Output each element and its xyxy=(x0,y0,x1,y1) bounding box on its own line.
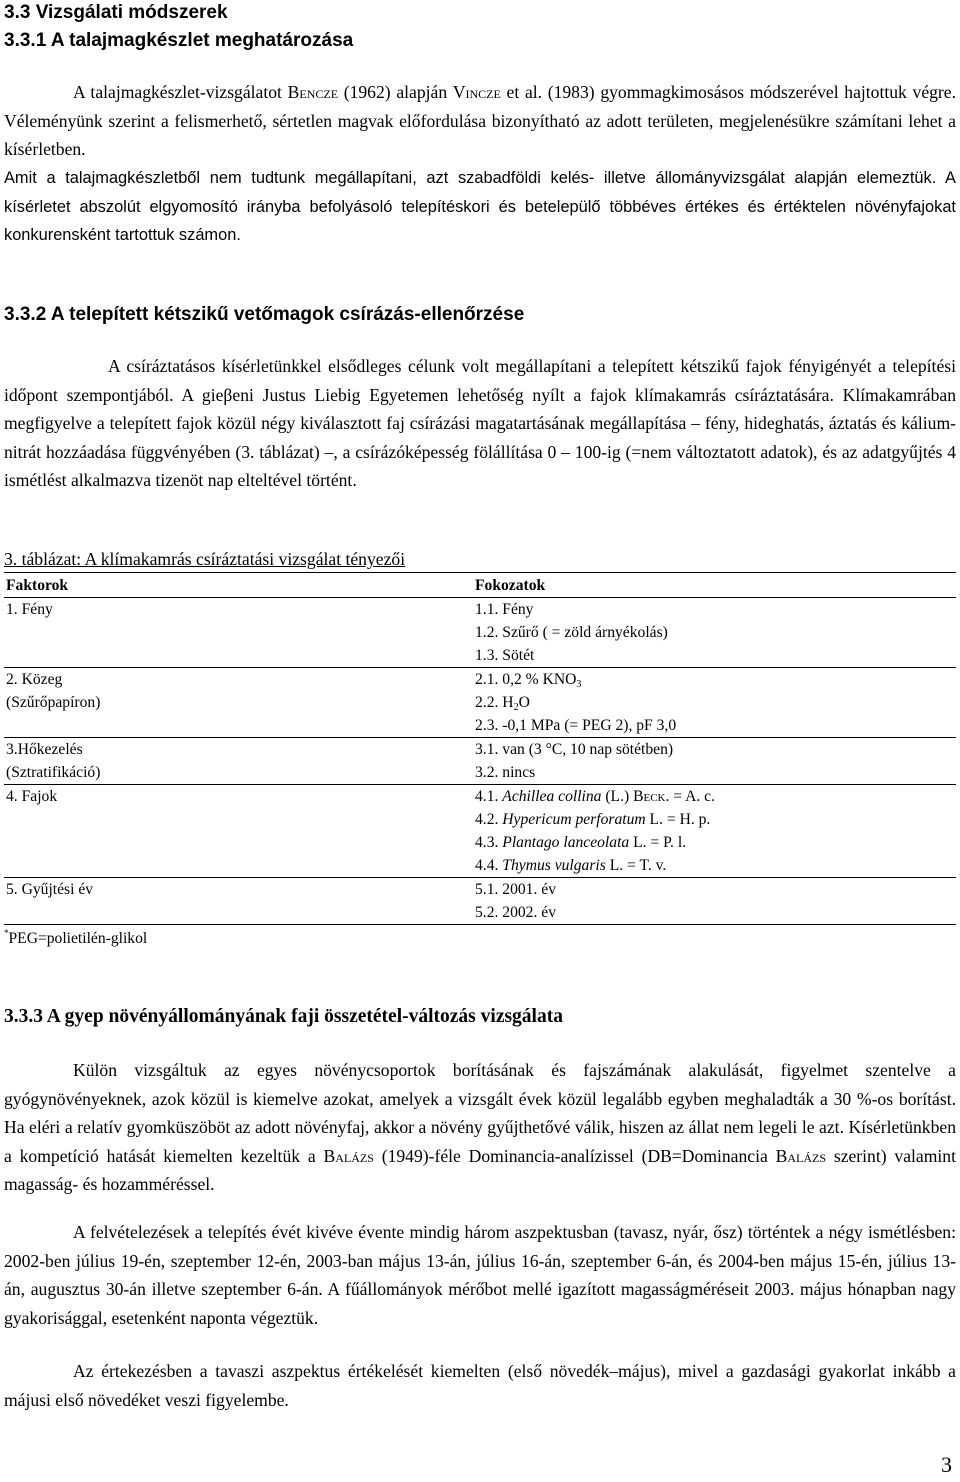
paragraph-4: Külön vizsgáltuk az egyes növénycsoportok borításának és fajszámának alakulását, figyelmet szentelve a gyógynövényeknek, azok közül is kiemelve azokat, amelyek a vizsgált évek közül legalább egyben meghaladták a 30 %-os borítást. Ha eléri a relatív gyomküszöböt az adott növényfaj, akkor a növény gyűjthetővé válik, hiszen az állat nem legeli le azt. Kísérletünkben a kompetíció hatását kiemelten kezeltük a Balázs (1949)-féle Dominancia-analízissel (DB=Dominancia Balázs szerint) valamint magasság- és hozamméréssel. xyxy=(4,1060,956,1194)
table-row-rule xyxy=(4,784,956,785)
paragraph-3: A csíráztatásos kísérletünkkel elsődleges célunk volt megállapítani a telepített kétszikű fajok fényigényét a telepítési időpont szempontjából. A gieβeni Justus Liebig Egyetemen lehetőség nyílt a fajok klímakamrás csíráztatására. Klímakamrában megfigyelve a telepített fajok közül négy kiválasztott faj csírázási magatartásának megállapítása – fény, hideghatás, áztatás és kálium-nitrát hozzáadása függvényében (3. táblázat) –, a csírázóképesség fölállítása 0 – 100-ig (=nem változtatott adatok), és az adatgyűjtés 4 ismétlést alkalmazva tizenöt nap elteltével történt. xyxy=(4,356,956,490)
section-heading-3-3-1: 3.3.1 A talajmagkészlet meghatározása xyxy=(4,30,354,51)
table-factor-cell: (Szűrőpapíron) xyxy=(6,694,101,711)
table-header-levels: Fokozatok xyxy=(475,577,546,594)
table-factor-cell: 4. Fajok xyxy=(6,788,58,805)
table-level-cell: 5.1. 2001. év xyxy=(475,881,556,898)
paragraph-1: A talajmagkészlet-vizsgálatot Bencze (1962) alapján Vincze et al. (1983) gyommagkimosásos módszerével hajtottuk végre. Véleményünk szerint a felismerhető, sértetlen magvak előfordulása bizonyítható az adott területen, megjelenésükre számítani lehet a kísérletben. xyxy=(4,82,956,159)
table-level-cell: 1.3. Sötét xyxy=(475,647,535,664)
section-heading-3-3-3: 3.3.3 A gyep növényállományának faji összetétel-változás vizsgálata xyxy=(4,1006,563,1027)
table-row-rule xyxy=(4,737,956,738)
table-row-rule xyxy=(4,877,956,878)
paragraph-6: Az értekezésben a tavaszi aszpektus értékelését kiemelten (első növedék–május), mivel a gazdasági gyakorlat inkább a májusi első növedéket veszi figyelembe. xyxy=(4,1361,956,1410)
table-factor-cell: 1. Fény xyxy=(6,601,53,618)
table-caption: 3. táblázat: A klímakamrás csíráztatási vizsgálat tényezői xyxy=(4,549,406,569)
table-level-cell: 2.2. $H_2O$ xyxy=(475,694,530,713)
table-level-cell: 4.2. Hypericum perforatum L. = H. p. xyxy=(475,811,711,828)
table-footnote: *PEG=polietilén-glikol xyxy=(4,928,148,947)
table-header-factors: Faktorok xyxy=(6,577,69,594)
table-top-rule xyxy=(4,572,956,573)
table-level-cell: 2.3. -0,1 MPa (= PEG 2), pF 3,0 xyxy=(475,717,677,734)
table-level-cell: 3.1. van (3 °C, 10 nap sötétben) xyxy=(475,741,674,758)
table-factor-cell: (Sztratifikáció) xyxy=(6,764,101,781)
page-number: 3 xyxy=(941,1452,952,1477)
table-row-rule xyxy=(4,667,956,668)
table-factor-cell: 2. Közeg xyxy=(6,671,63,688)
section-heading-3-3: 3.3 Vizsgálati módszerek xyxy=(4,2,228,23)
section-heading-3-3-2: 3.3.2 A telepített kétszikű vetőmagok csírázás-ellenőrzése xyxy=(4,304,525,325)
table-level-cell: 4.4. Thymus vulgaris L. = T. v. xyxy=(475,857,667,874)
table-level-cell: 4.1. Achillea collina (L.) Beck. = A. c. xyxy=(475,788,715,805)
table-level-cell: 2.1. 0,2 % $KNO_3$ xyxy=(475,671,582,690)
table-level-cell: 1.2. Szűrő ( = zöld árnyékolás) xyxy=(475,624,668,641)
table-factor-cell: 3.Hőkezelés xyxy=(6,741,83,758)
table-level-cell: 5.2. 2002. év xyxy=(475,904,556,921)
table-level-cell: 1.1. Fény xyxy=(475,601,534,618)
table-level-cell: 4.3. Plantago lanceolata L. = P. l. xyxy=(475,834,687,851)
paragraph-2: Amit a talajmagkészletből nem tudtunk megállapítani, azt szabadföldi kelés- illetve állományvizsgálat alapján elemeztük. A kísérletet abszolút elgyomosító irányba befolyásoló telepítéskori és betelepülő többéves értékes és értéktelen növényfajokat konkurensként tartottuk számon. xyxy=(4,169,956,244)
paragraph-5: A felvételezések a telepítés évét kivéve évente mindig három aszpektusban (tavasz, nyár, ősz) történtek a négy ismétlésben: 2002-ben július 19-én, szeptember 12-én, 2003-ban május 13-án, július 16-án, szeptember 6-án, és 2004-ben május 15-én, július 13-án, augusztus 30-án illetve szeptember 6-án. A fűállományok mérőbot mellé igazított magasságméréseit 2003. május hónapban nagy gyakorisággal, esetenként naponta végeztük. xyxy=(4,1222,956,1328)
table-header-rule xyxy=(4,597,956,598)
table-level-cell: 3.2. nincs xyxy=(475,764,536,781)
table-factor-cell: 5. Gyűjtési év xyxy=(6,881,94,898)
